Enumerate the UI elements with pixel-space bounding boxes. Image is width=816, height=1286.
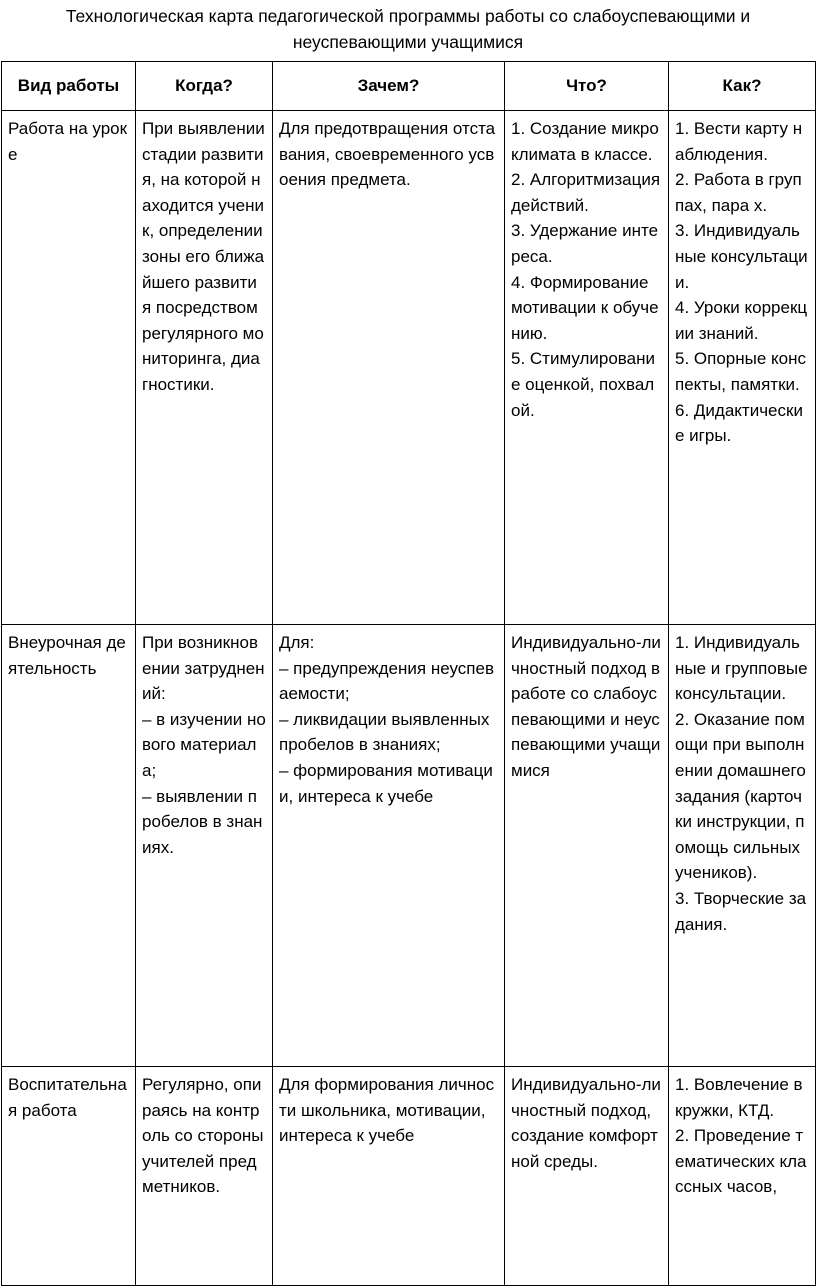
cell-why: Для предотвращения отставания, своевременного усвоения предмета. (273, 111, 505, 625)
header-work-type: Вид работы (2, 62, 136, 111)
cell-how: 1. Вовлечение в кружки, КТД. 2. Проведение тематических классных часов, (669, 1067, 816, 1286)
cell-when: При возникновении затруднений: – в изучении нового материала; – выявлении пробелов в знаниях. (136, 625, 273, 1067)
header-when: Когда? (136, 62, 273, 111)
cell-when: Регулярно, опираясь на контроль со стороны учителей предметников. (136, 1067, 273, 1286)
cell-work-type: Работа на уроке (2, 111, 136, 625)
table-row (2, 1067, 816, 1286)
cell-when: При выявлении стадии развития, на которой находится ученик, определении зоны его ближайшего развития посредством регулярного мониторинга, диагностики. (136, 111, 273, 625)
cell-work-type: Воспитательная работа (2, 1067, 136, 1286)
cell-work-type: Внеурочная деятельность (2, 625, 136, 1067)
technology-map-table (1, 61, 816, 1286)
table-header-row (2, 62, 816, 111)
table-row (2, 625, 816, 1067)
header-what: Что? (505, 62, 669, 111)
header-how: Как? (669, 62, 816, 111)
table-row (2, 111, 816, 625)
document-title: Технологическая карта педагогической программы работы со слабоуспевающими и неуспевающими учащимися (65, 6, 751, 52)
cell-why: Для: – предупреждения неуспеваемости; – ликвидации выявленных пробелов в знаниях; – формирования мотивации, интереса к учебе (273, 625, 505, 1067)
header-why: Зачем? (273, 62, 505, 111)
cell-how: 1. Индивидуальные и групповые консультации. 2. Оказание помощи при выполнении домашнего задания (карточки инструкции, помощь сильных учеников). 3. Творческие задания. (669, 625, 816, 1067)
cell-what: Индивидуально-личностный подход в работе со слабоуспевающими и неуспевающими учащимися (505, 625, 669, 1067)
cell-why: Для формирования личности школьника, мотивации, интереса к учебе (273, 1067, 505, 1286)
cell-what: 1. Создание микроклимата в классе. 2. Алгоритмизация действий. 3. Удержание интереса. 4. Формирование мотивации к обучению. 5. Стимулирование оценкой, похвалой. (505, 111, 669, 625)
cell-how: 1. Вести карту наблюдения. 2. Работа в группах, пара х. 3. Индивидуальные консультации. 4. Уроки коррекции знаний. 5. Опорные конспекты, памятки. 6. Дидактические игры. (669, 111, 816, 625)
cell-what: Индивидуально-личностный подход, создание комфортной среды. (505, 1067, 669, 1286)
